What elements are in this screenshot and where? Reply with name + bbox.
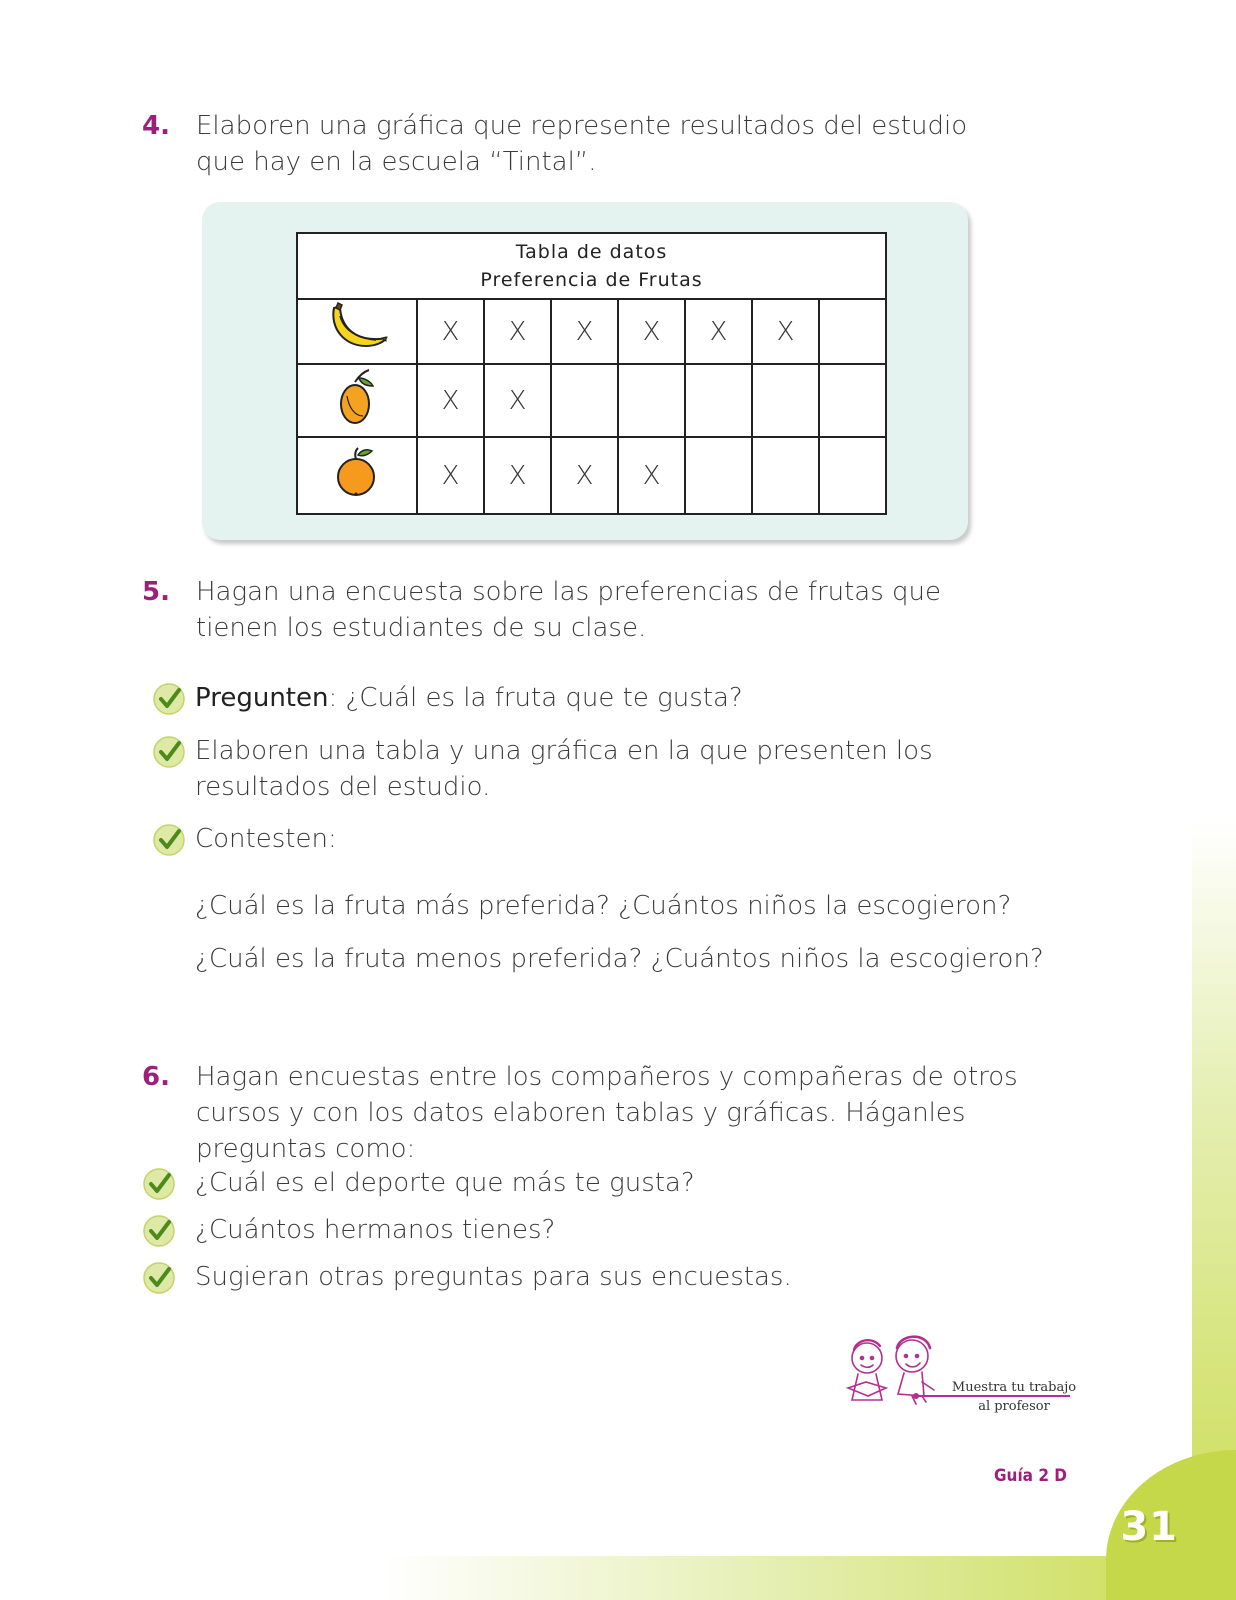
exercise-text: Hagan encuestas entre los compañeros y compañeras de otros cursos y con los datos elaboren tablas y gráficas. Háganles preguntas como: xyxy=(196,1062,1018,1164)
mark-cell xyxy=(752,364,819,437)
mark-cell xyxy=(618,364,685,437)
mark-cell: X xyxy=(484,299,551,364)
mark-cell: X xyxy=(484,364,551,437)
mark-cell: X xyxy=(417,364,484,437)
mark-cell: X xyxy=(685,299,752,364)
exercise-text: Elaboren una gráfica que represente resultados del estudio que hay en la escuela “Tintal”. xyxy=(196,111,968,177)
mark-cell xyxy=(685,364,752,437)
bullet-text: Sugieran otras preguntas para sus encuestas. xyxy=(195,1262,792,1292)
mark-cell xyxy=(819,364,886,437)
mark-cell: X xyxy=(417,299,484,364)
mark-cell: X xyxy=(551,437,618,514)
checkmark-icon xyxy=(152,735,186,769)
guide-label: Guía 2 D xyxy=(994,1466,1067,1486)
bullet-bold: Pregunten xyxy=(195,683,329,713)
question-line: ¿Cuál es la fruta menos preferida? ¿Cuántos niños la escogieron? xyxy=(195,944,1044,974)
bullet-text: Elaboren una tabla y una gráfica en la que presenten los resultados del estudio. xyxy=(195,736,933,802)
mark-cell: X xyxy=(551,299,618,364)
mark-cell: X xyxy=(484,437,551,514)
table-row xyxy=(297,364,886,437)
bullet-text: ¿Cuántos hermanos tienes? xyxy=(195,1215,556,1245)
mango-icon xyxy=(337,368,377,426)
mark-cell: X xyxy=(417,437,484,514)
stamp-line1: Muestra tu trabajo xyxy=(951,1380,1077,1395)
checkmark-icon xyxy=(142,1214,176,1248)
mark-cell xyxy=(551,364,618,437)
mark-cell xyxy=(752,437,819,514)
exercise-number: 5. xyxy=(142,577,170,607)
fruit-cell xyxy=(297,364,417,437)
mark-cell xyxy=(819,437,886,514)
mark-cell xyxy=(819,299,886,364)
table-title-line1: Tabla de datos xyxy=(515,241,668,263)
stamp-line2: al profesor xyxy=(978,1399,1050,1414)
page-number: 31 xyxy=(1120,1504,1178,1550)
question-line: ¿Cuál es la fruta más preferida? ¿Cuántos niños la escogieron? xyxy=(195,891,1012,921)
exercise-number: 4. xyxy=(142,111,170,141)
fruit-cell xyxy=(297,437,417,514)
bullet-text: Contesten: xyxy=(195,824,337,854)
mark-cell: X xyxy=(618,437,685,514)
banana-icon xyxy=(326,302,388,354)
mark-cell: X xyxy=(618,299,685,364)
mark-cell: X xyxy=(752,299,819,364)
bullet-text: : ¿Cuál es la fruta que te gusta? xyxy=(328,683,743,713)
table-title xyxy=(297,233,886,299)
mark-cell xyxy=(685,437,752,514)
table-title-line2: Preferencia de Frutas xyxy=(480,269,703,291)
checkmark-icon xyxy=(142,1261,176,1295)
checkmark-icon xyxy=(152,823,186,857)
bullet-text: ¿Cuál es el deporte que más te gusta? xyxy=(195,1168,695,1198)
checkmark-icon xyxy=(152,682,186,716)
stamp-text xyxy=(944,1378,1084,1416)
exercise-text: Hagan una encuesta sobre las preferencias de frutas que tienen los estudiantes de su clase. xyxy=(196,577,942,643)
fruit-cell xyxy=(297,299,417,364)
checkmark-icon xyxy=(142,1167,176,1201)
exercise-number: 6. xyxy=(142,1062,170,1092)
table-row xyxy=(297,299,886,364)
orange-icon xyxy=(334,447,380,497)
fruit-preference-table xyxy=(296,232,887,515)
table-row xyxy=(297,437,886,514)
